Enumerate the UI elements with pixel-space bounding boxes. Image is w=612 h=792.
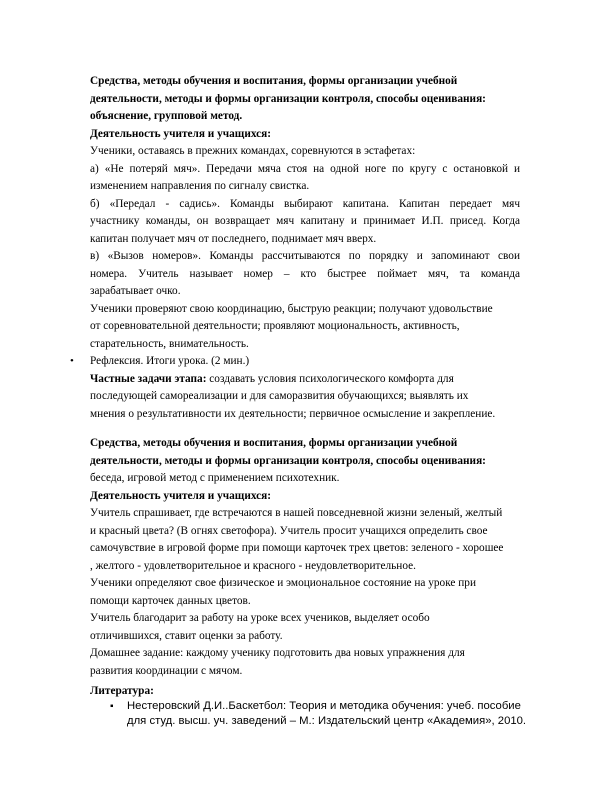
paragraph-line: помощи карточек данных цветов. bbox=[90, 594, 251, 607]
section2 bbox=[90, 435, 520, 680]
section1-activity-heading: Деятельность учителя и учащихся: bbox=[90, 127, 272, 140]
paragraph-line: отличившихся, ставит оценки за работу. bbox=[90, 629, 283, 642]
section1-heading-line: Средства, методы обучения и воспитания, формы организации учебной bbox=[90, 75, 458, 87]
section2-heading-line: деятельности, методы и формы организации контроля, способы оценивания: bbox=[90, 454, 486, 467]
paragraph-line: Учитель благодарит за работу на уроке всех учеников, выделяет особо bbox=[90, 612, 430, 624]
paragraph-line: Учитель спрашивает, где встречаются в нашей повседневной жизни зеленый, желтый bbox=[90, 507, 503, 519]
section1-heading-line: объяснение, групповой метод. bbox=[90, 110, 243, 122]
paragraph-line: от соревновательной деятельности; проявляют моциональность, активность, bbox=[90, 320, 460, 332]
paragraph-line: изменением направления по сигналу свистка. bbox=[90, 180, 310, 192]
bullet-icon: • bbox=[70, 355, 74, 367]
paragraph-line: капитан получает мяч от последнего, поднимает мяч вверх. bbox=[90, 232, 377, 245]
paragraph-line: Ученики проверяют свою координацию, быструю реакции; получают удовольствие bbox=[90, 302, 493, 315]
section1-heading-line: деятельности, методы и формы организации контроля, способы оценивания: bbox=[90, 92, 486, 105]
literature-heading: Литература: bbox=[90, 685, 154, 697]
literature-line: для студ. высш. уч. заведений – М.: Издательский центр «Академия», 2010. bbox=[127, 715, 527, 727]
paragraph-line: б) «Передал - садись». Команды выбирают капитана. Капитан передает мяч bbox=[90, 197, 520, 210]
paragraph-line: создавать условия психологического комфорта для bbox=[206, 372, 454, 385]
literature-entry bbox=[127, 699, 537, 729]
reflection-title: Рефлексия. Итоги урока. (2 мин.) bbox=[90, 355, 250, 367]
methods-line: беседа, игровой метод с применением психотехник. bbox=[90, 472, 340, 484]
section1 bbox=[90, 73, 520, 353]
paragraph-line: а) «Не потеряй мяч». Передачи мяча стоя на одной ноге по кругу с остановкой и bbox=[90, 162, 520, 175]
paragraph-line: старательность, внимательность. bbox=[90, 337, 249, 350]
paragraph-line: зарабатывает очко. bbox=[90, 285, 181, 297]
reflection-section bbox=[90, 353, 520, 423]
paragraph-line: участнику команды, он возвращает мяч капитану и принимает И.П. присед. Когда bbox=[90, 215, 520, 227]
paragraph-line: последующей самореализации и для саморазвития обучающихся; выявлять их bbox=[90, 390, 469, 402]
paragraph-line: Ученики определяют свое физическое и эмоциональное состояние на уроке при bbox=[90, 577, 476, 589]
section2-heading-line: Средства, методы обучения и воспитания, формы организации учебной bbox=[90, 437, 458, 449]
paragraph-line: развития координации с мячом. bbox=[90, 664, 243, 677]
paragraph-line: в) «Вызов номеров». Команды рассчитываются по порядку и запоминают свои bbox=[90, 250, 520, 262]
paragraph-line: самочувствие в игровой форме при помощи карточек трех цветов: зеленого - хорошее bbox=[90, 542, 504, 554]
paragraph-line: Ученики, оставаясь в прежних командах, соревнуются в эстафетах: bbox=[90, 145, 416, 157]
section2-activity-heading: Деятельность учителя и учащихся: bbox=[90, 489, 272, 502]
paragraph-line: и красный цвета? (В огнях светофора). Учитель просит учащихся определить свое bbox=[90, 524, 488, 537]
square-bullet-icon: ▪ bbox=[110, 701, 114, 712]
literature-line: Нестеровский Д.И..Баскетбол: Теория и методика обучения: учеб. пособие bbox=[127, 700, 521, 712]
paragraph-line: Домашнее задание: каждому ученику подготовить два новых упражнения для bbox=[90, 647, 465, 659]
paragraph-line: номера. Учитель называет номер – кто быстрее поймает мяч, та команда bbox=[90, 267, 520, 280]
paragraph-line: мнения о результативности их деятельности; первичное осмысление и закрепление. bbox=[90, 407, 496, 420]
tasks-label: Частные задачи этапа: bbox=[90, 372, 207, 385]
paragraph-line: , желтого - удовлетворительное и красного - неудовлетворительное. bbox=[90, 559, 416, 572]
